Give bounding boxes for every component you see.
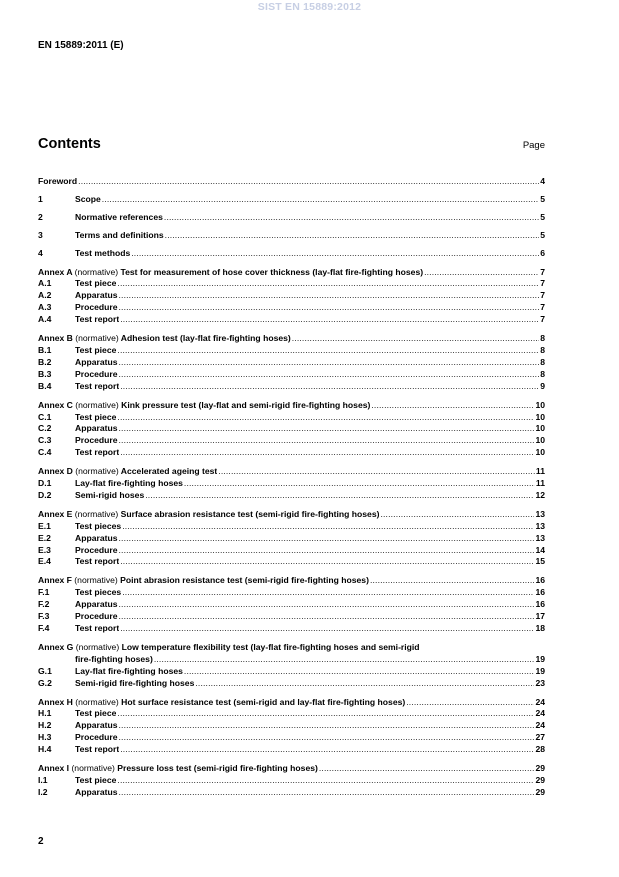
toc-entry-number: E.2	[38, 532, 51, 543]
toc-entry-page: 27	[535, 732, 545, 743]
dot-leader	[380, 509, 534, 521]
toc-entry-subclause[interactable]	[38, 666, 545, 678]
toc-entry-number: I.2	[38, 786, 48, 797]
toc-entry-title: Apparatus	[75, 290, 118, 301]
toc-annex-title	[38, 466, 217, 478]
toc-entry-annex[interactable]	[38, 642, 545, 654]
toc-entry-page: 13	[535, 520, 545, 531]
toc-entry-title: Test report	[75, 744, 120, 755]
toc-entry-number: F.2	[38, 599, 50, 610]
toc-entry-annex[interactable]	[38, 267, 545, 279]
toc-entry-subclause[interactable]	[38, 278, 545, 290]
toc-entry-title: Apparatus	[75, 599, 118, 610]
toc-entry-page: 19	[535, 665, 545, 676]
toc-entry-title: Lay-flat fire-fighting hoses	[75, 665, 183, 676]
toc-entry-title: Test report	[75, 447, 120, 458]
toc-entry-number: D.1	[38, 478, 52, 489]
dot-leader	[154, 654, 535, 666]
toc-annex-type: (normative)	[74, 266, 119, 277]
toc-entry-annex[interactable]	[38, 333, 545, 345]
toc-entry-page: 10	[535, 447, 545, 458]
toc-annex-heading: Hot surface resistance test (semi-rigid and lay-flat fire-fighting hoses)	[121, 696, 406, 707]
toc-entry-subclause[interactable]	[38, 556, 545, 568]
toc-entry-title: Test report	[75, 556, 120, 567]
toc-entry-number: F.3	[38, 611, 50, 622]
toc-entry-title: Apparatus	[75, 356, 118, 367]
toc-entry-number: G.2	[38, 677, 52, 688]
dot-leader	[319, 763, 535, 775]
toc-entry-number: 3	[38, 229, 43, 240]
toc-entry-title: Test methods	[75, 247, 131, 258]
toc-entry-subclause[interactable]	[38, 775, 545, 787]
toc-entry-title: Foreword	[38, 176, 78, 186]
dot-leader	[120, 556, 534, 568]
toc-entry-annex[interactable]	[38, 400, 545, 412]
toc-entry-subclause[interactable]	[38, 533, 545, 545]
toc-entry-annex[interactable]	[38, 509, 545, 521]
toc-annex-label: Annex H	[38, 696, 73, 707]
toc-entry-page: 5	[540, 229, 545, 240]
toc-entry-subclause[interactable]	[38, 787, 545, 799]
toc-entry-page: 10	[535, 423, 545, 434]
toc-entry-title: Test piece	[75, 278, 117, 289]
toc-entry-subclause[interactable]	[38, 314, 545, 326]
dot-leader	[165, 230, 540, 242]
toc-entry-subclause[interactable]	[38, 478, 545, 490]
toc-entry-subclause[interactable]	[38, 435, 545, 447]
toc-entry-title: Procedure	[75, 544, 118, 555]
toc-entry-title: Normative references	[75, 211, 163, 222]
dot-leader	[119, 423, 535, 435]
toc-entry-page: 10	[535, 399, 545, 410]
toc-entry-title: Terms and definitions	[75, 229, 164, 240]
toc-entry-subclause[interactable]	[38, 744, 545, 756]
dot-leader	[119, 732, 535, 744]
toc-entry-subclause[interactable]	[38, 611, 545, 623]
toc-entry-title: Test piece	[75, 708, 117, 719]
toc-entry-subclause[interactable]	[38, 357, 545, 369]
toc-entry-annex[interactable]	[38, 575, 545, 587]
page-number: 2	[38, 836, 44, 847]
toc-annex-title	[38, 333, 291, 345]
toc-entry-annex[interactable]	[38, 763, 545, 775]
toc-entry-subclause[interactable]	[38, 381, 545, 393]
dot-leader	[117, 775, 534, 787]
toc-annex-label: Annex G	[38, 641, 74, 652]
toc-entry-subclause[interactable]	[38, 412, 545, 424]
toc-entry-number: E.1	[38, 520, 51, 531]
toc-entry-page: 16	[535, 599, 545, 610]
toc-entry-number: E.4	[38, 556, 51, 567]
toc-annex-label: Annex C	[38, 399, 73, 410]
dot-leader	[119, 290, 540, 302]
dot-leader	[119, 302, 540, 314]
toc-entry-number: C.3	[38, 435, 52, 446]
dot-leader	[195, 678, 534, 690]
toc-entry-page: 6	[540, 247, 545, 258]
toc-entry-page: 9	[540, 380, 545, 391]
toc-entry-page: 10	[535, 435, 545, 446]
dot-leader	[184, 478, 535, 490]
toc-annex-type: (normative)	[75, 641, 120, 652]
toc-entry-number: H.3	[38, 732, 52, 743]
toc-annex-title	[38, 400, 370, 412]
toc-entry-title: Apparatus	[75, 720, 118, 731]
toc-entry-page: 8	[540, 356, 545, 367]
toc-entry-number: H.2	[38, 720, 52, 731]
toc-entry-page: 14	[535, 544, 545, 555]
toc-entry-page: 10	[535, 411, 545, 422]
dot-leader	[119, 545, 535, 557]
toc-entry-page: 11	[535, 466, 545, 477]
toc-entry-page: 7	[540, 290, 545, 301]
toc-annex-title	[38, 575, 369, 587]
toc-entry-annex[interactable]	[38, 697, 545, 709]
toc-annex-type: (normative)	[75, 466, 119, 477]
toc-annex-heading: Test for measurement of hose cover thickness (lay-flat fire-fighting hoses)	[120, 266, 424, 277]
dot-leader	[117, 708, 534, 720]
toc-annex-title-continued[interactable]	[38, 654, 545, 666]
dot-leader	[120, 381, 539, 393]
toc-entry-page: 28	[535, 744, 545, 755]
toc-entry-clause[interactable]	[38, 230, 545, 242]
toc-annex-heading-cont: fire-fighting hoses)	[75, 653, 153, 664]
dot-leader	[119, 611, 535, 623]
toc-entry-title: Test piece	[75, 411, 117, 422]
toc-annex-type: (normative)	[74, 508, 119, 519]
toc-entry-title: Procedure	[75, 435, 118, 446]
toc-entry-page: 24	[535, 708, 545, 719]
toc-entry-title: Apparatus	[75, 532, 118, 543]
toc-entry-page: 13	[535, 508, 545, 519]
toc-entry-title: Procedure	[75, 302, 118, 313]
toc-entry-page: 29	[535, 786, 545, 797]
dot-leader	[120, 623, 534, 635]
toc-annex-heading: Surface abrasion resistance test (semi-rigid fire-fighting hoses)	[120, 508, 380, 519]
toc-entry-page: 24	[535, 720, 545, 731]
toc-entry-title: Test piece	[75, 774, 117, 785]
toc-entry-number: G.1	[38, 665, 52, 676]
toc-entry-page: 8	[540, 344, 545, 355]
watermark: SIST EN 15889:2012	[257, 1, 362, 13]
toc-entry-number: A.2	[38, 290, 52, 301]
toc-entry-number: B.3	[38, 368, 52, 379]
toc-annex-title	[38, 763, 318, 775]
dot-leader	[145, 490, 534, 502]
toc-entry-page: 13	[535, 532, 545, 543]
toc-entry-number: 2	[38, 211, 43, 222]
dot-leader	[78, 176, 539, 188]
toc-annex-type: (normative)	[74, 575, 118, 586]
toc-annex-type: (normative)	[75, 696, 119, 707]
toc-entry-page: 11	[535, 478, 545, 489]
dot-leader	[119, 787, 535, 799]
toc-entry-number: 1	[38, 193, 43, 204]
toc-entry-subclause[interactable]	[38, 302, 545, 314]
toc-annex-label: Annex E	[38, 508, 73, 519]
toc-entry-page: 7	[540, 266, 545, 277]
toc-annex-type: (normative)	[71, 763, 115, 774]
dot-leader	[218, 466, 535, 478]
toc-entry-number: C.4	[38, 447, 52, 458]
toc-entry-subclause[interactable]	[38, 369, 545, 381]
toc-entry-page: 18	[535, 623, 545, 633]
toc-entry-subclause[interactable]	[38, 708, 545, 720]
toc-entry-page: 15	[535, 556, 545, 567]
toc-entry-subclause[interactable]	[38, 423, 545, 435]
dot-leader	[371, 400, 534, 412]
toc-entry-foreword[interactable]	[38, 176, 545, 188]
dot-leader	[122, 587, 534, 599]
toc-annex-title	[38, 267, 423, 279]
dot-leader	[164, 212, 539, 224]
toc-annex-label: Annex A	[38, 266, 73, 277]
toc-entry-title: Test report	[75, 380, 120, 391]
toc-entry-page: 19	[535, 653, 545, 664]
dot-leader	[406, 697, 534, 709]
toc-entry-number: B.4	[38, 380, 52, 391]
toc-annex-type: (normative)	[75, 333, 119, 344]
toc-entry-number: B.2	[38, 356, 52, 367]
toc-entry-page: 29	[535, 774, 545, 785]
toc-entry-number: 4	[38, 247, 43, 258]
toc-annex-heading: Adhesion test (lay-flat fire-fighting hoses)	[120, 333, 291, 344]
toc-entry-title: Apparatus	[75, 786, 118, 797]
toc-entry-title: Procedure	[75, 732, 118, 743]
dot-leader	[184, 666, 535, 678]
toc-entry-number: C.2	[38, 423, 52, 434]
toc-entry-page: 5	[540, 211, 545, 222]
toc-entry-title: Test report	[75, 623, 120, 633]
toc-entry-title: Semi-rigid fire-fighting hoses	[75, 677, 195, 688]
toc-entry-title: Lay-flat fire-fighting hoses	[75, 478, 183, 489]
toc-entry-clause[interactable]	[38, 212, 545, 224]
toc-entry-title: Test pieces	[75, 587, 122, 598]
toc-entry-title: Semi-rigid hoses	[75, 489, 145, 500]
toc-entry-page: 4	[540, 176, 545, 186]
annex-list	[38, 267, 545, 799]
toc-entry-page: 23	[535, 677, 545, 688]
dot-leader	[370, 575, 534, 587]
dot-leader	[119, 435, 535, 447]
contents-heading: Contents	[38, 136, 101, 152]
toc-annex-heading: Accelerated ageing test	[120, 466, 218, 477]
toc-entry-page: 7	[540, 302, 545, 313]
toc-entry-subclause[interactable]	[38, 720, 545, 732]
toc-entry-number: A.1	[38, 278, 52, 289]
toc-entry-number: I.1	[38, 774, 48, 785]
toc-entry-subclause[interactable]	[38, 587, 545, 599]
toc-annex-label: Annex D	[38, 466, 73, 477]
toc-entry-subclause[interactable]	[38, 490, 545, 502]
toc-annex-type: (normative)	[75, 399, 119, 410]
toc-entry-page: 17	[535, 611, 545, 622]
toc-entry-title: Procedure	[75, 611, 118, 622]
dot-leader	[120, 314, 539, 326]
dot-leader	[120, 447, 534, 459]
toc-entry-number: A.3	[38, 302, 52, 313]
toc-annex-heading: Pressure loss test (semi-rigid fire-fighting hoses)	[117, 763, 318, 774]
toc-entry-page: 16	[535, 587, 545, 598]
toc-entry-subclause[interactable]	[38, 521, 545, 533]
toc-entry-title: Procedure	[75, 368, 118, 379]
toc-entry-title: Test piece	[75, 344, 117, 355]
dot-leader	[120, 744, 534, 756]
toc-annex-title	[38, 697, 405, 709]
toc-entry-subclause[interactable]	[38, 678, 545, 690]
toc-annex-label: Annex I	[38, 763, 70, 774]
toc-annex-title	[38, 642, 420, 654]
toc-entry-number: H.4	[38, 744, 52, 755]
toc-entry-page: 29	[535, 763, 545, 774]
dot-leader	[292, 333, 539, 345]
toc-entry-number: C.1	[38, 411, 52, 422]
toc-entry-clause[interactable]	[38, 248, 545, 260]
toc-entry-page: 5	[540, 193, 545, 204]
dot-leader	[117, 278, 539, 290]
toc-annex-label: Annex B	[38, 333, 73, 344]
page-column-label: Page	[522, 140, 545, 151]
dot-leader	[119, 357, 540, 369]
toc-entry-subclause[interactable]	[38, 545, 545, 557]
dot-leader	[119, 369, 540, 381]
toc-entry-page: 8	[540, 333, 545, 344]
toc-entry-number: B.1	[38, 344, 52, 355]
toc-annex-label: Annex F	[38, 575, 72, 586]
toc-annex-heading: Kink pressure test (lay-flat and semi-rigid fire-fighting hoses)	[121, 399, 371, 410]
toc-entry-title: Apparatus	[75, 423, 118, 434]
toc-entry-title: Scope	[75, 193, 101, 204]
dot-leader	[119, 599, 535, 611]
document-id: EN 15889:2011 (E)	[38, 40, 124, 51]
toc-entry-subclause[interactable]	[38, 345, 545, 357]
toc-entry-subclause[interactable]	[38, 623, 545, 635]
dot-leader	[424, 267, 539, 279]
table-of-contents	[38, 176, 545, 799]
toc-entry-subclause[interactable]	[38, 599, 545, 611]
dot-leader	[122, 521, 534, 533]
toc-entry-number: A.4	[38, 314, 52, 325]
toc-entry-annex[interactable]	[38, 466, 545, 478]
toc-entry-subclause[interactable]	[38, 290, 545, 302]
toc-entry-page: 16	[535, 575, 545, 586]
toc-annex-heading: Point abrasion resistance test (semi-rigid fire-fighting hoses)	[120, 575, 369, 586]
toc-entry-page: 24	[535, 696, 545, 707]
toc-annex-heading: Low temperature flexibility test (lay-flat fire-fighting hoses and semi-rigid	[121, 641, 420, 652]
toc-entry-title: Test report	[75, 314, 120, 325]
dot-leader	[102, 194, 539, 206]
toc-entry-page: 8	[540, 368, 545, 379]
dot-leader	[117, 345, 539, 357]
dot-leader	[119, 720, 535, 732]
toc-entry-clause[interactable]	[38, 194, 545, 206]
toc-entry-number: D.2	[38, 489, 52, 500]
toc-entry-number: F.1	[38, 587, 50, 598]
dot-leader	[131, 248, 539, 260]
dot-leader	[117, 412, 534, 424]
dot-leader	[119, 533, 535, 545]
toc-entry-title: Test pieces	[75, 520, 122, 531]
toc-entry-subclause[interactable]	[38, 732, 545, 744]
toc-entry-number: H.1	[38, 708, 52, 719]
toc-entry-subclause[interactable]	[38, 447, 545, 459]
toc-entry-page: 7	[540, 278, 545, 289]
toc-entry-page: 7	[540, 314, 545, 325]
toc-entry-number: E.3	[38, 544, 51, 555]
toc-annex-title	[38, 509, 379, 521]
toc-entry-number: F.4	[38, 623, 50, 633]
toc-entry-page: 12	[535, 489, 545, 500]
